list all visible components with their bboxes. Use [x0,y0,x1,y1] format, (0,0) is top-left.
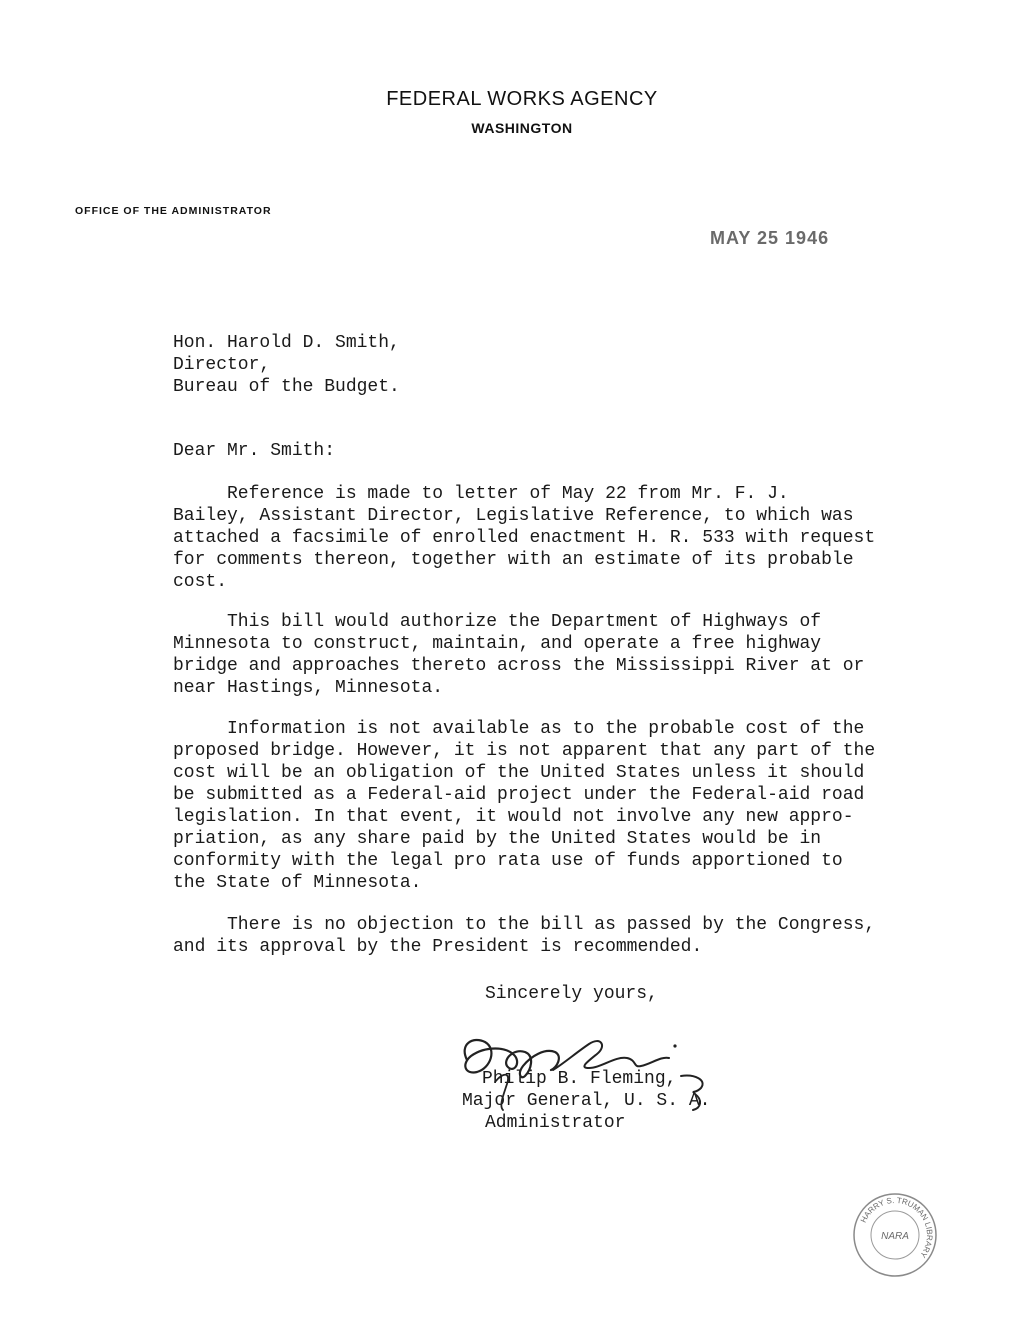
signer-rank: Major General, U. S. A. [462,1091,711,1111]
body-line: attached a facsimile of enrolled enactment H. R. 533 with request [173,528,876,548]
handwritten-signature [455,1022,725,1112]
body-line: legislation. In that event, it would not involve any new appro- [173,807,854,827]
body-line: the State of Minnesota. [173,873,422,893]
body-paragraph-2 [173,611,864,699]
body-line: near Hastings, Minnesota. [173,678,444,698]
body-paragraph-4 [173,914,875,958]
body-line: be submitted as a Federal-aid project under the Federal-aid road [173,785,865,805]
date-stamp: MAY 25 1946 [710,228,830,248]
archive-seal [852,1192,938,1278]
body-line: Information is not available as to the probable cost of the [173,719,865,739]
closing: Sincerely yours, [485,984,658,1004]
recipient-line: Hon. Harold D. Smith, [173,333,400,353]
signer-name: Philip B. Fleming, [482,1069,677,1089]
body-paragraph-1 [173,483,875,593]
salutation: Dear Mr. Smith: [173,441,336,461]
recipient-line: Bureau of the Budget. [173,377,400,397]
body-line: cost. [173,572,228,592]
body-line: proposed bridge. However, it is not apparent that any part of the [173,741,876,761]
body-line: There is no objection to the bill as passed by the Congress, [173,915,876,935]
seal-center-text: NARA [881,1231,909,1242]
body-line: Reference is made to letter of May 22 from Mr. F. J. [173,484,789,504]
body-line: This bill would authorize the Department of Highways of [173,612,822,632]
body-line: conformity with the legal pro rata use of funds apportioned to [173,851,843,871]
body-paragraph-3 [173,718,875,894]
body-line: Minnesota to construct, maintain, and operate a free highway [173,634,822,654]
letterhead-title: FEDERAL WORKS AGENCY [386,88,658,110]
letterhead-city: WASHINGTON [471,120,573,136]
recipient-address [173,332,400,398]
body-line: cost will be an obligation of the United States unless it should [173,763,865,783]
body-line: priation, as any share paid by the United States would be in [173,829,822,849]
body-line: Bailey, Assistant Director, Legislative Reference, to which was [173,506,854,526]
body-line: bridge and approaches thereto across the Mississippi River at or [173,656,865,676]
signer-title: Administrator [485,1113,626,1133]
office-of-the-administrator: OFFICE OF THE ADMINISTRATOR [75,205,272,217]
body-line: for comments thereon, together with an estimate of its probable [173,550,854,570]
seal-ring-text: HARRY S. TRUMAN LIBRARY [858,1195,935,1260]
recipient-line: Director, [173,355,271,375]
body-line: and its approval by the President is recommended. [173,937,703,957]
